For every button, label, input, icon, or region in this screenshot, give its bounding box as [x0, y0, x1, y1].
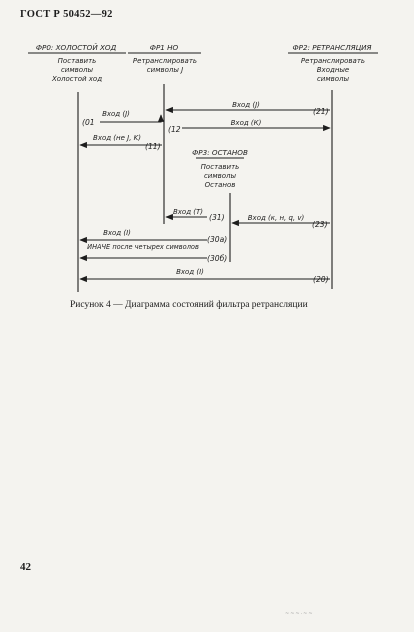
fr3-action-line: символы: [203, 172, 237, 180]
document-header: ГОСТ Р 50452—92: [20, 9, 113, 20]
fr3-title: ФР3: ОСТАНОВ: [192, 148, 248, 157]
fr2-action-line: Входные: [316, 66, 350, 74]
condition-31: Вход (Т): [172, 208, 204, 216]
page-number: 42: [20, 561, 31, 573]
condition-23: Вход (к, н, q, v): [247, 214, 305, 222]
condition-01: Вход (J): [102, 110, 130, 118]
fr2-action-line: символы: [316, 75, 350, 83]
footer-mark: ~~~·~~: [285, 611, 314, 617]
code-11: (11): [145, 142, 161, 151]
condition-30a: Вход (I): [103, 229, 131, 237]
code-12: (12: [168, 125, 181, 134]
fr0-action-line: Холостой ход: [51, 75, 103, 83]
fr1-title: ФР1 НО: [149, 43, 179, 52]
code-30a: (30a): [207, 235, 228, 244]
code-31: (31): [209, 213, 225, 222]
fr0-title: ФР0: ХОЛОСТОЙ ХОД: [35, 43, 117, 52]
fr3-action-line: Останов: [204, 181, 236, 189]
condition-20: Вход (I): [176, 268, 204, 276]
fr2-action-line: Ретранслировать: [300, 57, 366, 65]
code-21: (21): [313, 107, 329, 116]
condition-11: Вход (не J, K): [93, 134, 141, 142]
fr0-action-line: Поставить: [57, 57, 97, 65]
fr1-action-line: символы J: [146, 66, 184, 74]
code-20: (20): [313, 275, 329, 284]
condition-30b: ИНАЧЕ после четырех символов: [87, 243, 199, 251]
code-23: (23): [312, 220, 328, 229]
fr2-title: ФР2: РЕТРАНСЛЯЦИЯ: [292, 43, 372, 52]
figure-caption: Рисунок 4 — Диаграмма состояний фильтра ретрансляции: [70, 300, 308, 310]
condition-12: Вход (К): [230, 119, 262, 127]
code-01: (01: [82, 118, 95, 127]
fr1-action-line: Ретранслировать: [132, 57, 198, 65]
code-30b: (30б): [207, 254, 228, 263]
fr0-action-line: символы: [60, 66, 94, 74]
condition-21: Вход (J): [232, 101, 260, 109]
fr3-action-line: Поставить: [200, 163, 240, 171]
